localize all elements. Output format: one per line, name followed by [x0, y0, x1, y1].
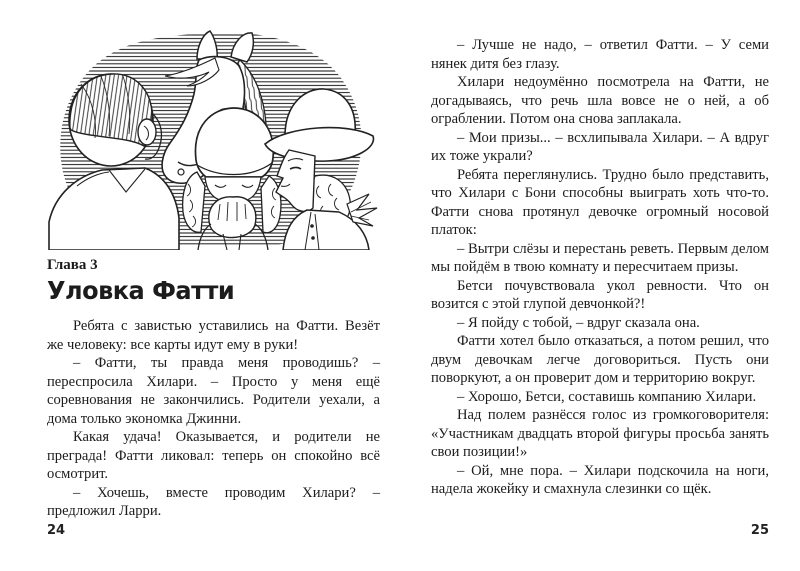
page-right — [431, 36, 769, 499]
paragraph: Хилари недоумённо посмотрела на Фатти, не догадываясь, что речь шла вовсе не о ней, а об ограблении. Потом она снова заплакала. — [431, 74, 769, 127]
paragraph: – Хорошо, Бетси, составишь компанию Хилари. — [457, 388, 757, 405]
helmet-girl-helmet — [195, 108, 273, 177]
paragraph: – Хочешь, вместе проводим Хилари? – предложил Ларри. — [47, 484, 380, 519]
paragraph: – Лучше не надо, – ответил Фатти. – У семи нянек дитя без глазу. — [431, 37, 769, 72]
boy-ear — [138, 119, 156, 145]
paragraph: Ребята переглянулись. Трудно было представить, что Хилари с Бони способны выиграть хоть что-то. Фатти снова протянул девочке огромный носовой платок: — [431, 166, 769, 238]
chapter-title: Уловка Фатти — [47, 276, 235, 306]
chapter-label: Глава 3 — [47, 257, 98, 273]
paragraph: – Ой, мне пора. – Хилари подскочила на ноги, надела жокейку и смахнула слезинки со щёк. — [431, 462, 769, 497]
paragraph: Ребята с завистью уставились на Фатти. Везёт же человеку: все карты идут ему в руки! — [47, 318, 380, 353]
paragraph: Какая удача! Оказывается, и родители не преграда! Фатти ликовал: теперь он спокойно всё осмотрит. — [47, 429, 380, 482]
paragraph: – Мои призы... – всхлипывала Хилари. – А вдруг их тоже украли? — [431, 129, 769, 164]
page-number-left: 24 — [47, 523, 66, 538]
paragraph: – Я пойду с тобой, – вдруг сказала она. — [457, 314, 700, 331]
right-page-text — [431, 36, 769, 499]
paragraph: – Вытри слёзы и перестань реветь. Первым делом мы пойдём в твою комнату и пересчитаем призы. — [431, 240, 769, 275]
hat-girl-button-1 — [310, 224, 314, 228]
illustration-svg — [47, 26, 380, 250]
page-left — [47, 26, 380, 521]
page-number-right: 25 — [750, 523, 769, 538]
paragraph: Фатти хотел было отказаться, а потом решил, что двум девочкам легче договориться. Пусть они поворкуют, а он проверит дом и территорию вокруг. — [431, 333, 769, 386]
left-page-text — [47, 317, 380, 521]
paragraph: Над полем разнёсся голос из громкоговорителя: «Участникам двадцать второй фигуры просьба занять свои позиции!» — [431, 407, 769, 460]
paragraph: Бетси почувствовала укол ревности. Что он возится с этой глупой девчонкой?! — [431, 277, 769, 312]
helmet-girl-hands-handkerchief — [209, 197, 256, 238]
chapter-illustration — [47, 26, 380, 250]
paragraph: – Фатти, ты правда меня проводишь? – переспросила Хилари. – Просто у меня ещё соревнования не закончились. Родители уехали, а дома только экономка Джинни. — [47, 355, 380, 427]
hat-girl-button-2 — [311, 236, 315, 240]
